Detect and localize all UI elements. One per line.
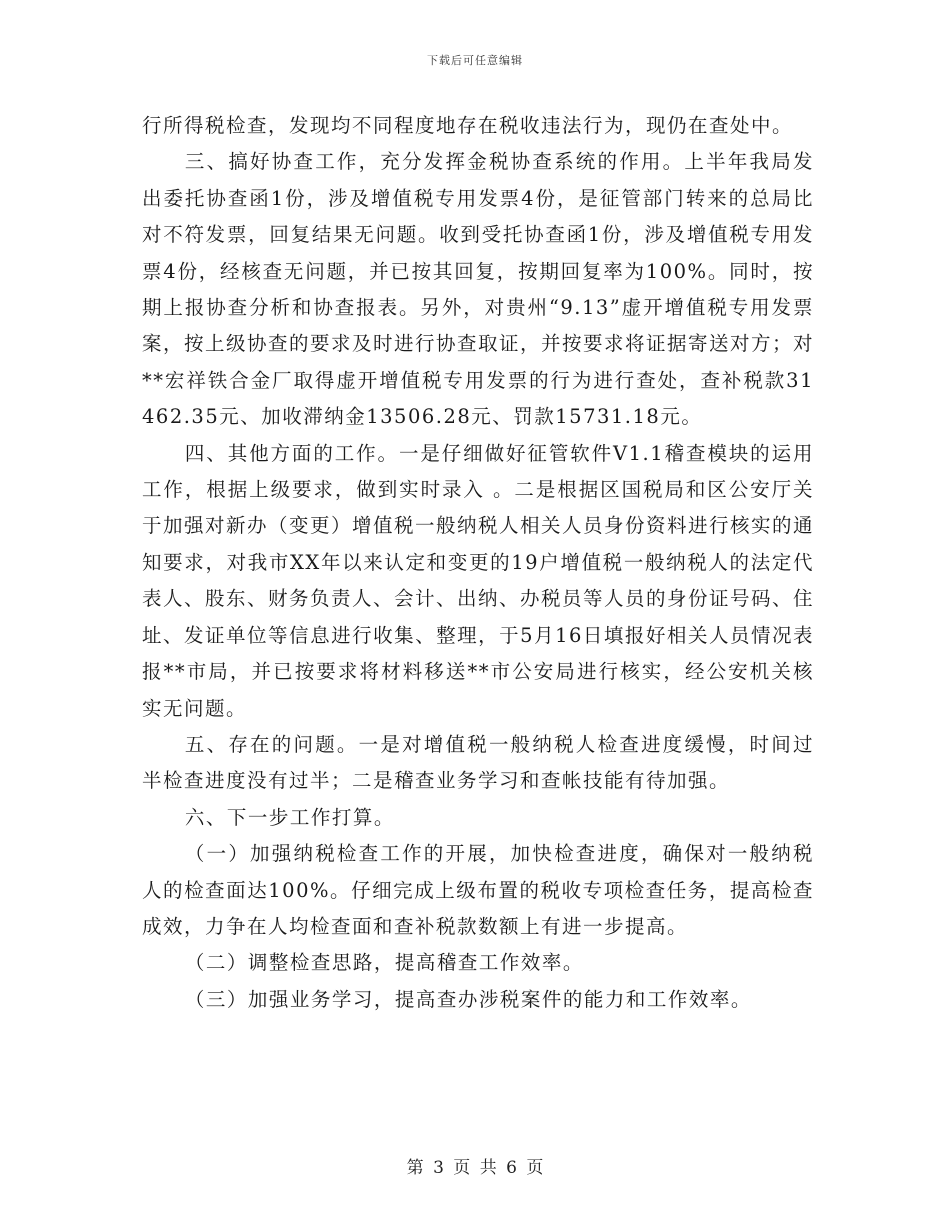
paragraph-plan-3: （三）加强业务学习，提高查办涉税案件的能力和工作效率。 — [184, 987, 752, 1011]
page-number-footer: 第 3 页 共 6 页 — [406, 1158, 544, 1178]
paragraph-section-4: 四、其他方面的工作。一是仔细做好征管软件V1.1稽查模块的运用工作，根据上级要求，做到实时录入 。二是根据区国税局和区公安厅关于加强对新办（变更）增值税一般纳税人相关人员身份资料进行核实的通知要求，对我市XX年以来认定和变更的19户增值税一般纳税人的法定代表人、股东、财务负责人、会计、出纳、办税员等人员的身份证号码、住址、发证单位等信息进行收集、整理，于5月16日填报好相关人员情况表报**市局，并已按要求将材料移送**市公安局进行核实，经公安机关核实无问题。 — [142, 441, 815, 720]
paragraph-section-6: 六、下一步工作打算。 — [184, 805, 395, 829]
paragraph-plan-1: （一）加强纳税检查工作的开展，加快检查进度，确保对一般纳税人的检查面达100%。仔细完成上级布置的税收专项检查任务，提高检查成效，力争在人均检查面和查补税款数额上有进一步提高。 — [142, 842, 814, 938]
paragraph-section-5: 五、存在的问题。一是对增值税一般纳税人检查进度缓慢，时间过半检查进度没有过半；二是稽查业务学习和查帐技能有待加强。 — [142, 732, 814, 793]
paragraph-section-3: 三、搞好协查工作，充分发挥金税协查系统的作用。上半年我局发出委托协查函1份，涉及增值税专用发票4份，是征管部门转来的总局比对不符发票，回复结果无问题。收到受托协查函1份，涉及增值税专用发票4份，经核查无问题，并已按其回复，按期回复率为100%。同时，按期上报协查分析和协查报表。另外，对贵州“9.13”虚开增值税专用发票案，按上级协查的要求及时进行协查取证，并按要求将证据寄送对方；对**宏祥铁合金厂取得虚开增值税专用发票的行为进行查处，查补税款31462.35元、加收滞纳金13506.28元、罚款15731.18元。 — [142, 150, 815, 429]
paragraph-plan-2: （二）调整检查思路，提高稽查工作效率。 — [184, 951, 584, 975]
page-header: 下载后可任意编辑 — [427, 54, 523, 67]
paragraph-continuation: 行所得税检查，发现均不同程度地存在税收违法行为，现仍在查处中。 — [142, 114, 794, 137]
document-body — [142, 108, 814, 1018]
